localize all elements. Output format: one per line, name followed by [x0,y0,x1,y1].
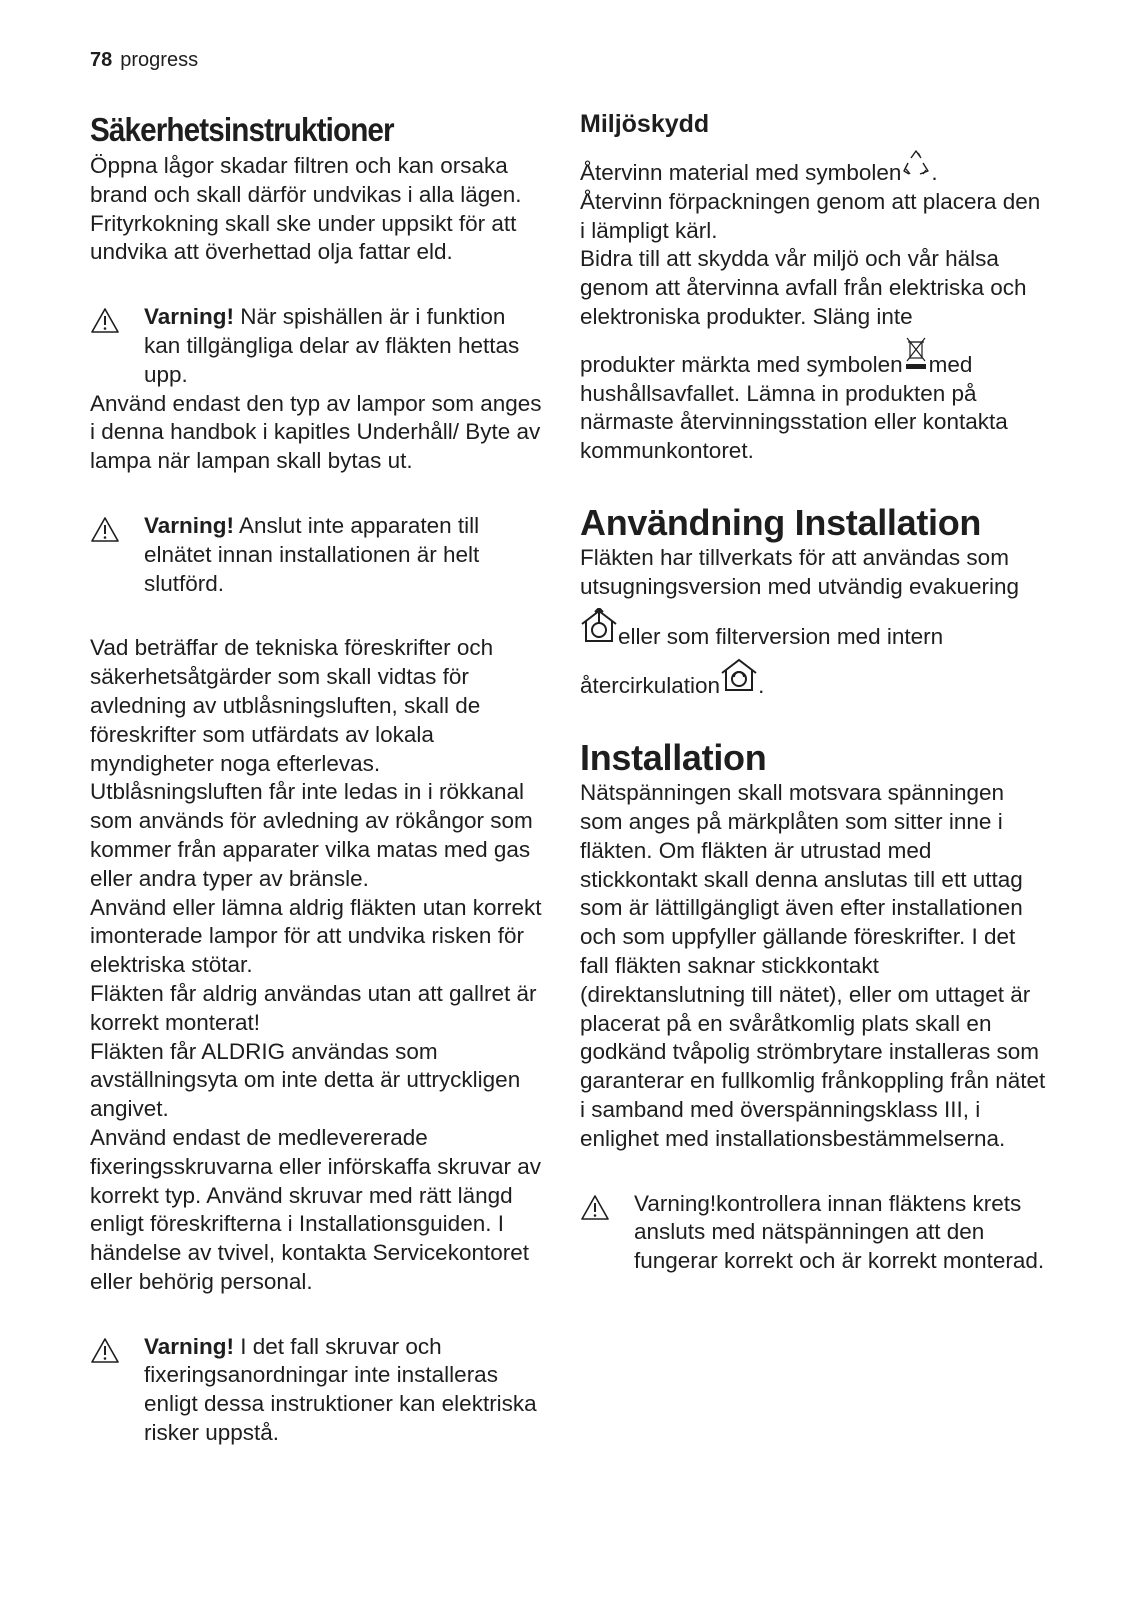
filter-version-paragraph [580,608,1050,652]
lamps-paragraph: Använd endast den typ av lampor som anges i denna handbok i kapitles Underhåll/ Byte av lampa när lampan skall bytas ut. [90,390,542,474]
usage-paragraph: Fläkten har tillverkats för att användas som utsugningsversion med utvändig evakuering [580,544,1020,599]
page-number: 78 [90,49,113,71]
recirculation-paragraph [580,657,1050,701]
regulations-paragraph: Vad beträffar de tekniska föreskrifter och säkerhetsåtgärder som skall vidtas för avledning av utblåsningsluften, skall de föreskrifter som utfärdats av lokala myndigheter noga efterlevas. [90,635,494,776]
exhaust-paragraph: Utblåsningsluften får inte ledas in i rökkanal som används för avledning av rökångor som kommer från apparater vilka matas med gas eller andra typer av bränsle. [90,779,533,891]
screws-paragraph: Använd endast de medlevererade fixeringsskruvarna eller införskaffa skruvar av korrekt typ. Använd skruvar med rätt längd enligt föreskrifterna i Installationsguiden. I händelse av tvivel, kontakta Servicekontoret eller behörig personal. [90,1124,542,1294]
recycle-text: Återvinn material med symbolen [580,160,902,185]
weee-paragraph: Bidra till att skydda vår miljö och vår hälsa genom att återvinna avfall från elektriska och elektroniska produkter. Släng inte [580,246,1027,329]
installation-paragraph: Nätspänningen skall motsvara spänningen som anges på märkplåten som sitter inne i fläkten. Om fläkten är utrustad med stickkontakt skall denna anslutas till ett uttag som är lättillgängligt även efter installationen och som uppfyller gällande föreskrifter. I det fall fläkten saknar stickkontakt (direktanslutning till nätet), eller om uttaget är placerat på en svåråtkomlig plats skall en godkänd tvåpolig strömbrytare installeras som garanterar en fullkomlig frånkoppling från nätet i samband med överspänningsklass III, i enlighet med installationsbestämmelserna. [580,780,1046,1151]
warning-triangle-icon [580,1190,634,1226]
recycle-paragraph [580,148,1050,188]
recycle-text-end: . [931,160,938,185]
packaging-paragraph: Återvinn förpackningen genom att placera den i lämpligt kärl. [580,188,1041,243]
warning-label: Varning! [144,1333,235,1359]
safety-title: Säkerhetsinstruktioner [90,111,394,148]
warning-text: Varning!kontrollera innan fläktens krets ansluts med nätspänningen att den fungerar korrekt och är korrekt monterad. [634,1190,1045,1274]
environment-title: Miljöskydd [580,110,710,138]
recirculation-text-end: . [758,673,765,699]
right-column [580,108,1050,1276]
warning-text: I det fall skruvar och fixeringsanordningar inte installeras enligt dessa instruktioner kan elektriska risker uppstå. [144,1333,537,1446]
recirculation-text: återcirkulation [580,673,721,699]
house-recirculation-icon [720,657,758,701]
warning-text: När spishällen är i funktion kan tillgängliga delar av fläkten hettas upp. [144,304,520,387]
installation-title: Installation [580,737,767,779]
filter-version-text: eller som filterversion med intern [618,623,944,649]
warning-block-2 [90,512,545,598]
house-extraction-icon [580,608,618,652]
warning-label: Varning! [144,512,235,538]
warning-triangle-icon [90,512,144,548]
crossed-bin-icon [903,336,929,380]
weee-symbol-paragraph [580,336,1050,466]
weee-text: produkter märkta med symbolen [580,351,903,377]
recycle-icon [901,148,931,188]
surface-paragraph: Fläkten får ALDRIG användas som avställningsyta om inte detta är uttryckligen angivet. [90,1038,521,1122]
warning-triangle-icon [90,303,144,339]
warning-text: Anslut inte apparaten till elnätet innan installationen är helt slutförd. [144,512,480,596]
grille-paragraph: Fläkten får aldrig användas utan att gallret är korrekt monterat! [90,980,537,1035]
usage-title: Användning Installation [580,501,982,543]
warning-block-3 [90,1333,545,1448]
warning-block-4 [580,1190,1050,1276]
warning-label: Varning! [144,304,235,330]
lamps-shock-paragraph: Använd eller lämna aldrig fläkten utan korrekt imonterade lampor för att undvika risken för elektriska stötar. [90,894,542,978]
left-column [90,108,545,1448]
safety-intro: Öppna lågor skadar filtren och kan orsaka brand och skall därför undvikas i alla lägen. Frityrkokning skall ske under uppsikt för att undvika att överhettad olja fattar eld. [90,153,522,265]
brand-name: progress [120,49,199,71]
warning-triangle-icon [90,1333,144,1369]
warning-block-1 [90,303,545,389]
page-header [90,49,198,72]
weee-text-end: med hushållsavfallet. Lämna in produkten på närmaste återvinningsstation eller kontakta kommunkontoret. [580,351,1008,464]
